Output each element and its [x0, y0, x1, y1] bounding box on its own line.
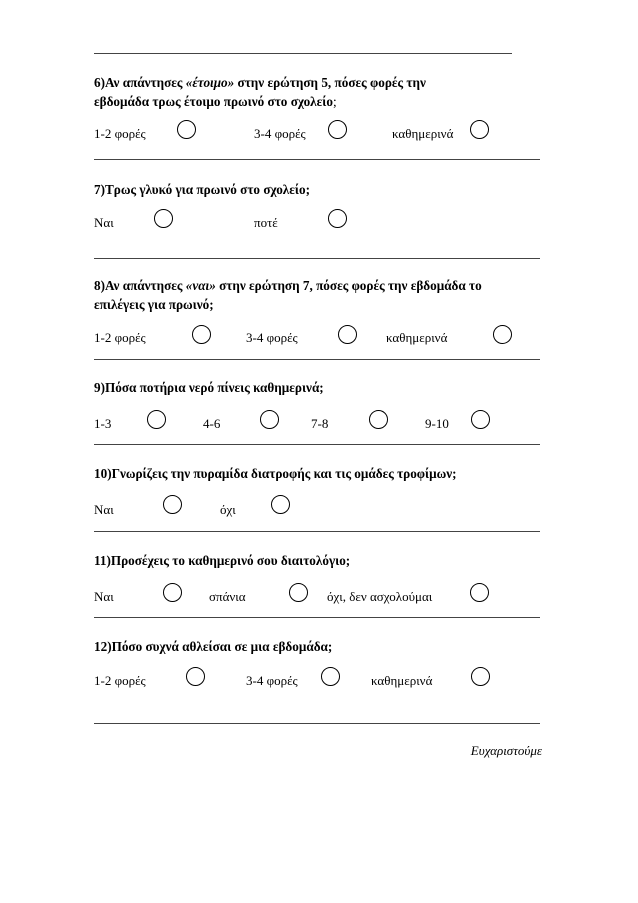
q8-option-2-radio[interactable] [338, 325, 357, 344]
q7-option-1-radio[interactable] [154, 209, 173, 228]
q12-option-label: 3-4 φορές [246, 673, 298, 688]
q11-option-label: σπάνια [209, 589, 246, 604]
q11-option-2-radio[interactable] [289, 583, 308, 602]
q6-option-label: 1-2 φορές [94, 126, 146, 141]
separator-q10 [94, 531, 540, 532]
q12-option-1-radio[interactable] [186, 667, 205, 686]
q11-option-label: όχι, δεν ασχολούμαι [327, 589, 433, 604]
question-6-suffix: στην ερώτηση 5, πόσες φορές την [234, 75, 426, 90]
q7-option-2-radio[interactable] [328, 209, 347, 228]
q8-option-label: 1-2 φορές [94, 330, 146, 345]
separator-q12 [94, 723, 540, 724]
q9-option-label: 4-6 [203, 416, 221, 431]
separator-q7 [94, 258, 540, 259]
q10-option-label: όχι [220, 502, 236, 517]
q9-option-label: 1-3 [94, 416, 112, 431]
q11-option-label: Ναι [94, 589, 114, 604]
q12-option-label: καθημερινά [371, 673, 433, 688]
question-6-emphasis: «έτοιμο» [185, 75, 235, 90]
separator-q6 [94, 159, 540, 160]
q9-option-4-radio[interactable] [471, 410, 490, 429]
q6-option-3-radio[interactable] [470, 120, 489, 139]
q9-option-1-radio[interactable] [147, 410, 166, 429]
question-8-line2: επιλέγεις για πρωινό; [94, 297, 214, 312]
q6-option-label: καθημερινά [392, 126, 454, 141]
q10-option-1-radio[interactable] [163, 495, 182, 514]
question-6-line2: εβδομάδα τρως έτοιμο πρωινό στο σχολείο [94, 94, 333, 109]
question-8-emphasis: «ναι» [185, 278, 216, 293]
q6-option-1-radio[interactable] [177, 120, 196, 139]
q6-option-label: 3-4 φορές [254, 126, 306, 141]
q8-option-3-radio[interactable] [493, 325, 512, 344]
q8-option-1-radio[interactable] [192, 325, 211, 344]
q9-option-2-radio[interactable] [260, 410, 279, 429]
separator-top [94, 53, 512, 54]
question-12: 12)Πόσο συχνά αθλείσαι σε μια εβδομάδα; [94, 639, 333, 654]
question-8 [94, 276, 482, 314]
q12-option-2-radio[interactable] [321, 667, 340, 686]
question-8-prefix: 8)Αν απάντησες [94, 278, 186, 293]
q7-option-label: ποτέ [254, 215, 278, 230]
question-6-line2-end: ; [332, 94, 337, 109]
question-10: 10)Γνωρίζεις την πυραμίδα διατροφής και τις ομάδες τροφίμων; [94, 466, 457, 481]
q11-option-3-radio[interactable] [470, 583, 489, 602]
separator-q8 [94, 359, 540, 360]
closing-thanks: Ευχαριστούμε [470, 743, 542, 758]
q9-option-3-radio[interactable] [369, 410, 388, 429]
q12-option-3-radio[interactable] [471, 667, 490, 686]
q8-option-label: καθημερινά [386, 330, 448, 345]
q11-option-1-radio[interactable] [163, 583, 182, 602]
q7-option-label: Ναι [94, 215, 114, 230]
q10-option-label: Ναι [94, 502, 114, 517]
q9-option-label: 9-10 [425, 416, 449, 431]
question-6 [94, 73, 426, 111]
q6-option-2-radio[interactable] [328, 120, 347, 139]
q9-option-label: 7-8 [311, 416, 329, 431]
question-8-suffix: στην ερώτηση 7, πόσες φορές την εβδομάδα το [215, 278, 482, 293]
q8-option-label: 3-4 φορές [246, 330, 298, 345]
q12-option-label: 1-2 φορές [94, 673, 146, 688]
separator-q9 [94, 444, 540, 445]
question-7: 7)Τρως γλυκό για πρωινό στο σχολείο; [94, 182, 310, 197]
question-11: 11)Προσέχεις το καθημερινό σου διαιτολόγιο; [94, 553, 351, 568]
question-6-prefix: 6)Αν απάντησες [94, 75, 186, 90]
separator-q11 [94, 617, 540, 618]
question-9: 9)Πόσα ποτήρια νερό πίνεις καθημερινά; [94, 380, 324, 395]
q10-option-2-radio[interactable] [271, 495, 290, 514]
